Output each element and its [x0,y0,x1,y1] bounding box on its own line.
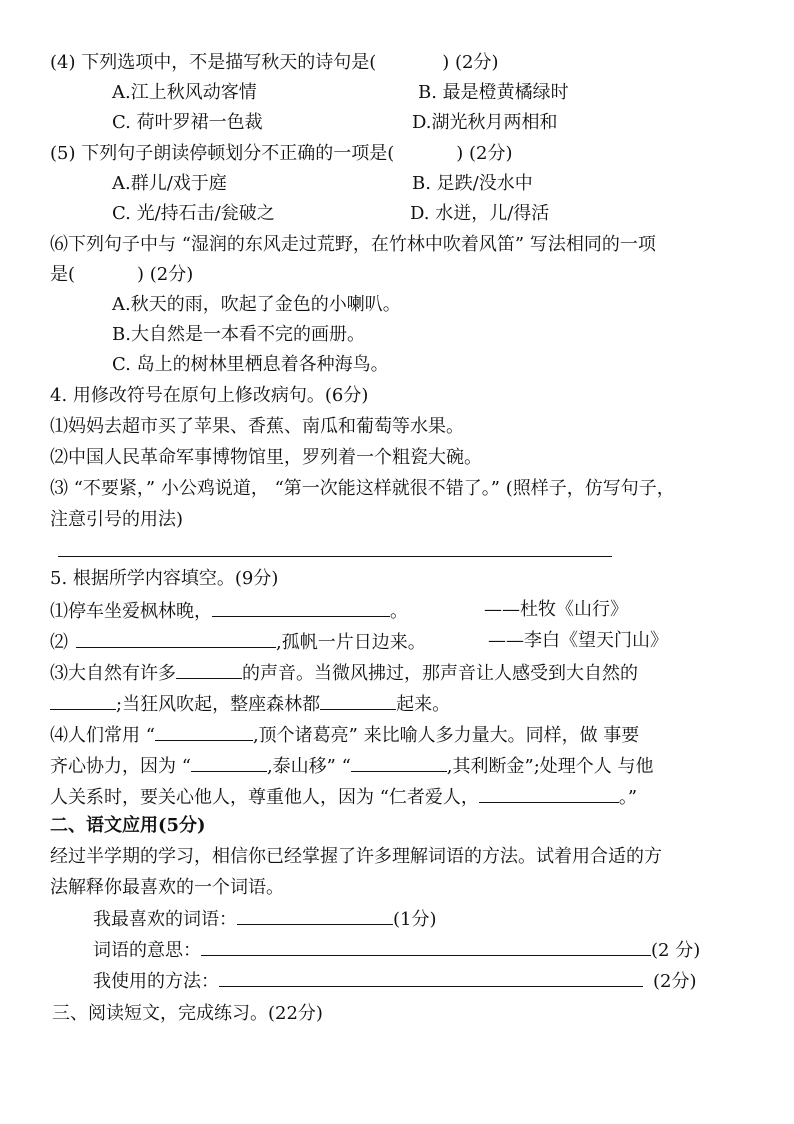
q4-option-a[interactable]: A.江上秋风动客情 [112,82,257,103]
sec2-word-meaning: 词语的意思： (2 分) [93,937,700,963]
q6-option-c[interactable]: C. 岛上的树林里栖息着各种海鸟。 [112,354,389,375]
q6-stem-line1: ⑹下列句子中与 “湿润的东风走过荒野，在竹林中吹着风笛” 写法相同的一项 [50,234,656,255]
q4-option-d[interactable]: D.湖光秋月两相和 [412,112,558,133]
s5-item-3-line2: ;当狂风吹起，整座森林都 起来。 [50,691,450,717]
q4-option-b[interactable]: B. 最是橙黄橘绿时 [418,82,569,103]
method-blank[interactable] [219,968,643,987]
s5-item-1-source: ——杜牧《山行》 [484,599,628,620]
s5-title: 5. 根据所学内容填空。(9分) [50,568,279,589]
s5-item-2: ⑵ ,孤帆一片日边来。 [50,629,426,655]
s4-item-3-line2: 注意引号的用法) [50,509,184,530]
q6-option-b[interactable]: B.大自然是一本看不完的画册。 [112,324,365,345]
favorite-word-blank[interactable] [237,906,393,925]
sec2-method: 我使用的方法： (2分) [93,968,697,994]
q5-option-a[interactable]: A.群儿/戏于庭 [112,173,227,194]
sec2-intro-line2: 法解释你最喜欢的一个词语。 [50,877,284,898]
s4-item-1[interactable]: ⑴妈妈去超市买了苹果、香蕉、南瓜和葡萄等水果。 [50,416,464,437]
s4-item-2[interactable]: ⑵中国人民革命军事博物馆里，罗列着一个粗瓷大碗。 [50,447,482,468]
s5-item-4-blank-3[interactable] [351,753,447,772]
q4-stem: (4) 下列选项中，不是描写秋天的诗句是( ) (2分) [50,52,499,73]
s5-item-4-line2: 齐心协力，因为 “ ,泰山移” “ ,其利断金”;处理个人 与他 [50,753,654,779]
s5-item-4-line3: 人关系时，要关心他人，尊重他人，因为 “仁者爱人， 。” [50,784,637,810]
s5-item-3-blank-1[interactable] [176,660,242,679]
word-meaning-blank[interactable] [201,937,651,956]
sec2-intro-line1: 经过半学期的学习，相信你已经掌握了许多理解词语的方法。试着用合适的方 [50,846,662,867]
q5-option-c[interactable]: C. 光/持石击/瓮破之 [112,203,275,224]
s5-item-2-blank[interactable] [76,629,276,648]
s5-item-3-blank-2[interactable] [50,691,116,710]
s5-item-3-blank-3[interactable] [320,691,396,710]
q5-option-b[interactable]: B. 足跌/没水中 [412,173,533,194]
s5-item-4-blank-1[interactable] [155,722,253,741]
s4-title: 4. 用修改符号在原句上修改病句。(6分) [50,385,369,406]
s5-item-4-blank-2[interactable] [191,753,267,772]
s5-item-1-blank[interactable] [212,598,390,617]
sec3-title: 三、阅读短文，完成练习。(22分) [52,1003,323,1024]
s4-item-3-line1: ⑶ “不要紧，” 小公鸡说道， “第一次能这样就很不错了。” (照样子，仿写句子， [50,478,675,499]
q6-option-a[interactable]: A.秋天的雨，吹起了金色的小喇叭。 [112,294,401,315]
s5-item-1: ⑴停车坐爱枫林晚， 。 [50,598,408,624]
sec2-title: 二、语文应用(5分) [50,815,206,836]
q5-stem: (5) 下列句子朗读停顿划分不正确的一项是( ) (2分) [50,143,513,164]
sec2-favorite-word: 我最喜欢的词语： (1分) [93,906,437,932]
s5-item-4-line1: ⑷人们常用 “ ,顶个诸葛亮” 来比喻人多力量大。同样，做 事要 [50,722,639,748]
q4-option-c[interactable]: C. 荷叶罗裙一色裁 [112,112,263,133]
s5-item-3-line1: ⑶大自然有许多 的声音。当微风拂过，那声音让人感受到大自然的 [50,660,638,686]
s5-item-4-blank-4[interactable] [479,784,619,803]
s4-answer-line[interactable] [58,556,612,557]
q5-option-d[interactable]: D. 水迸，儿/得活 [410,203,550,224]
s5-item-2-source: ——李白《望天门山》 [488,630,668,651]
q6-stem-line2: 是( ) (2分) [50,264,194,285]
